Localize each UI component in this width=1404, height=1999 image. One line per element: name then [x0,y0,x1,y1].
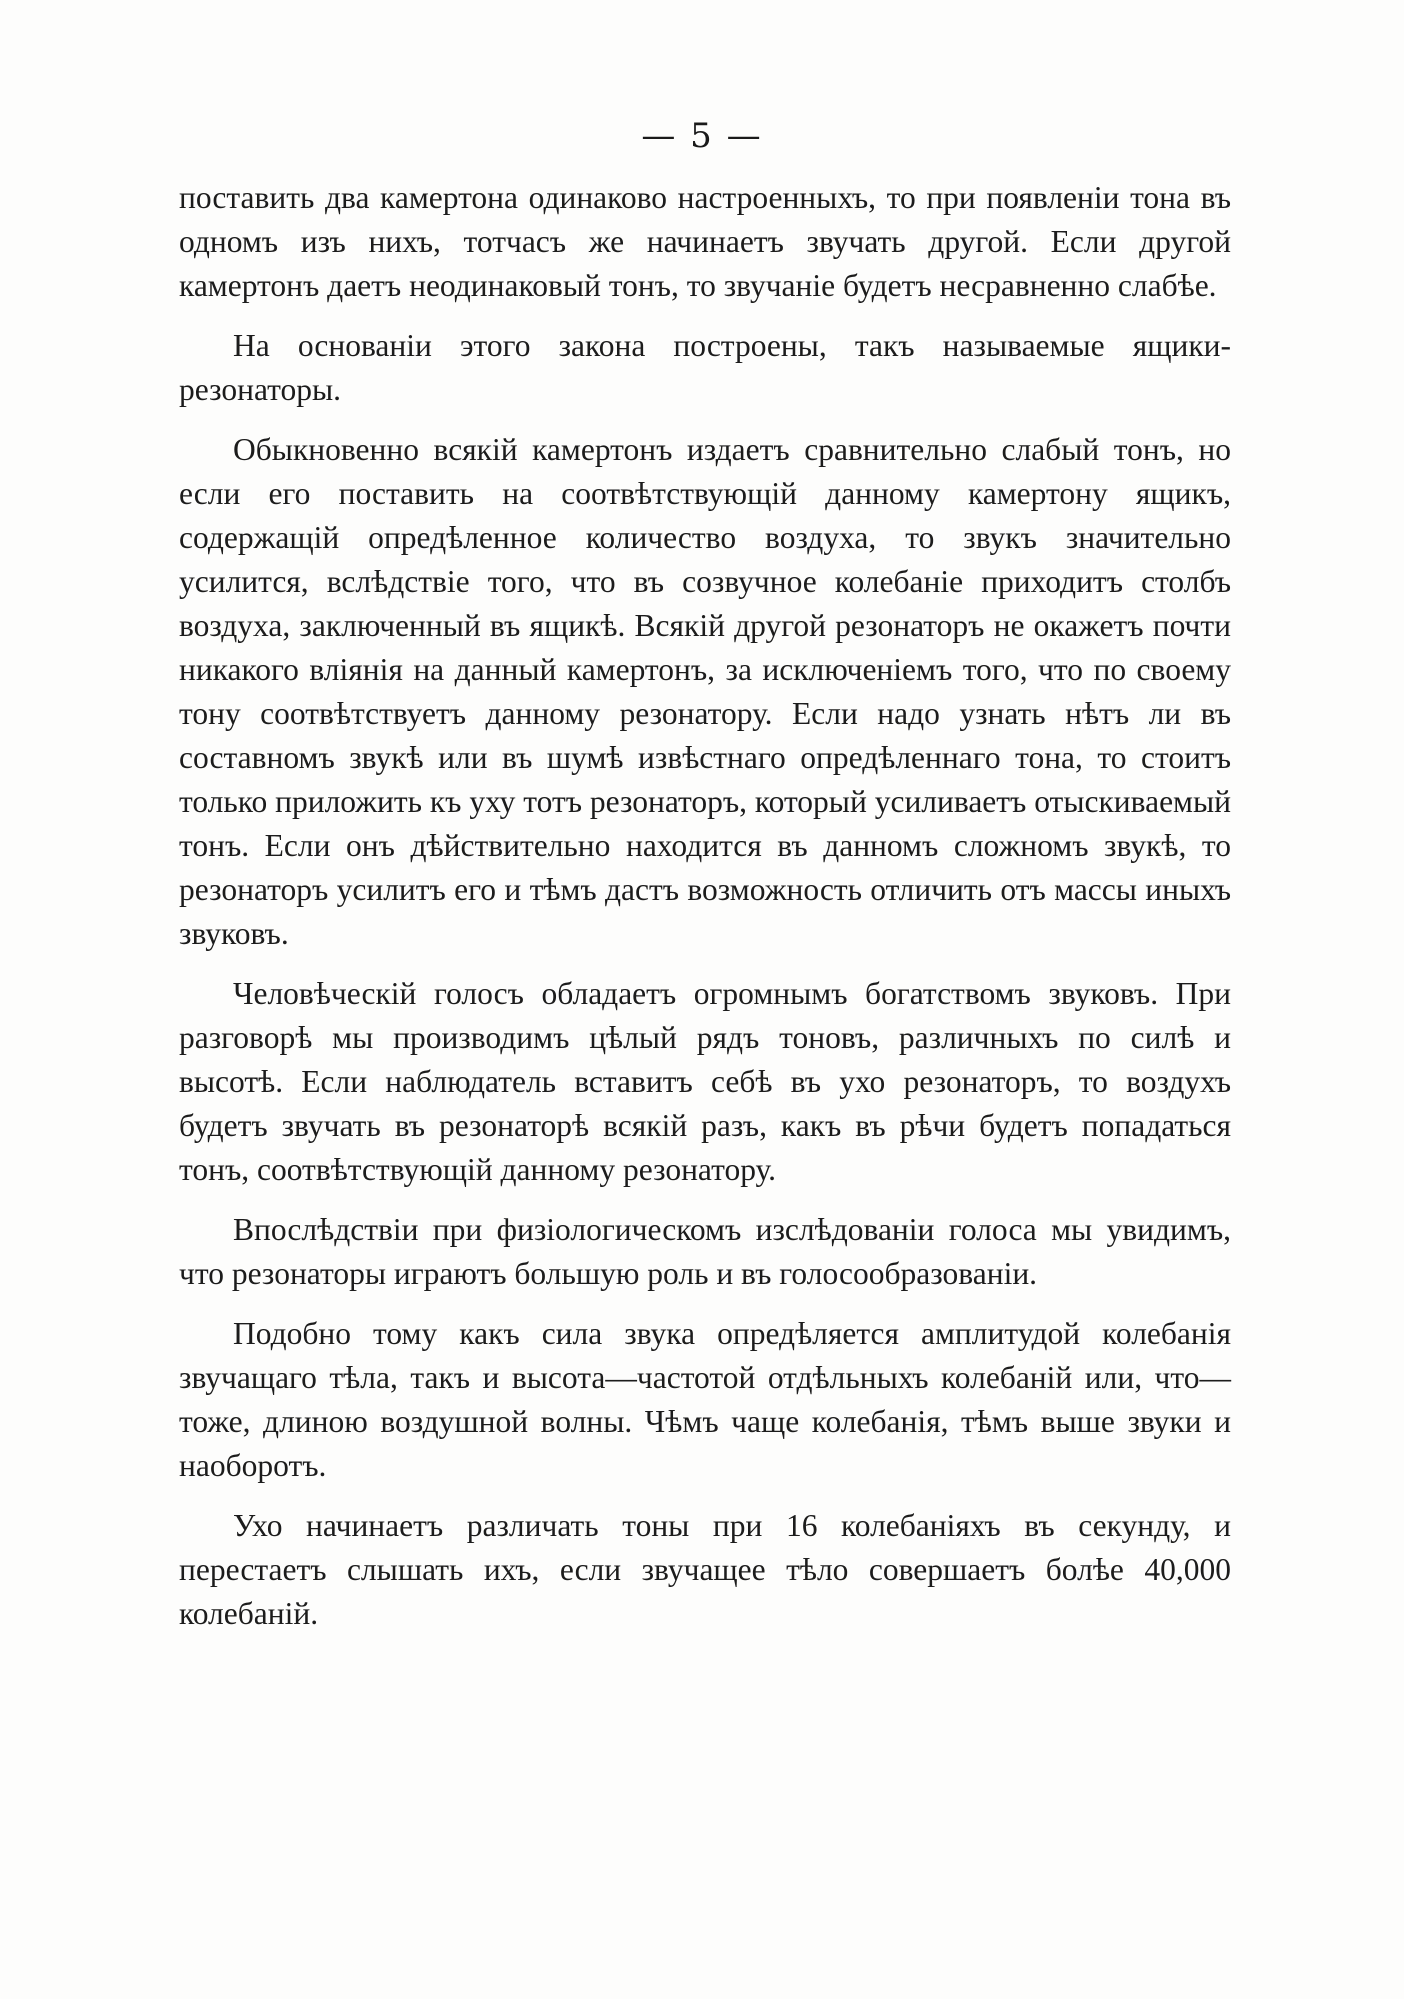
paragraph-voice-formation: Впослѣдствіи при физіологическомъ изслѣдованіи голоса мы увидимъ, что резонаторы играютъ большую роль и въ голосообразованіи. [179,1212,1231,1291]
paragraph-continuation: поставить два камертона одинаково настроенныхъ, то при появленіи тона въ одномъ изъ нихъ, тотчасъ же начинаетъ звучать другой. Если другой камертонъ даетъ неодинаковый тонъ, то звучаніе будетъ несравненно слабѣе. [179,180,1231,303]
paragraph-resonator-boxes: На основаніи этого закона построены, такъ называемые ящики-резонаторы. [179,328,1231,407]
paragraph-hearing-range: Ухо начинаетъ различать тоны при 16 колебаніяхъ въ секунду, и перестаетъ слышать ихъ, если звучащее тѣло совершаетъ болѣе 40,000 колебаній. [179,1508,1231,1631]
page-number: — 5 — [641,116,763,156]
body-text [179,176,1231,1652]
paragraph-pitch-frequency: Подобно тому какъ сила звука опредѣляется амплитудой колебанія звучащаго тѣла, такъ и высота—частотой отдѣльныхъ колебаній или, что—тоже, длиною воздушной волны. Чѣмъ чаще колебанія, тѣмъ выше звуки и наоборотъ. [179,1316,1231,1483]
paragraph-tuning-fork: Обыкновенно всякій камертонъ издаетъ сравнительно слабый тонъ, но если его поставить на соотвѣтствующій данному камертону ящикъ, содержащій опредѣленное количество воздуха, то звукъ значительно усилится, вслѣдствіе того, что въ созвучное колебаніе приходитъ столбъ воздуха, заключенный въ ящикѣ. Всякій другой резонаторъ не окажетъ почти никакого вліянія на данный камертонъ, за исключеніемъ того, что по своему тону соотвѣтствуетъ данному резонатору. Если надо узнать нѣтъ ли въ составномъ звукѣ или въ шумѣ извѣстнаго опредѣленнаго тона, то стоитъ только приложить къ уху тотъ резонаторъ, который усиливаетъ отыскиваемый тонъ. Если онъ дѣйствительно находится въ данномъ сложномъ звукѣ, то резонаторъ усилитъ его и тѣмъ дастъ возможность отличить отъ массы иныхъ звуковъ. [179,432,1232,951]
paragraph-human-voice: Человѣческій голосъ обладаетъ огромнымъ богатствомъ звуковъ. При разговорѣ мы производимъ цѣлый рядъ тоновъ, различныхъ по силѣ и высотѣ. Если наблюдатель вставитъ себѣ въ ухо резонаторъ, то воздухъ будетъ звучать въ резонаторѣ всякій разъ, какъ въ рѣчи будетъ попадаться тонъ, соотвѣтствующій данному резонатору. [179,976,1231,1187]
